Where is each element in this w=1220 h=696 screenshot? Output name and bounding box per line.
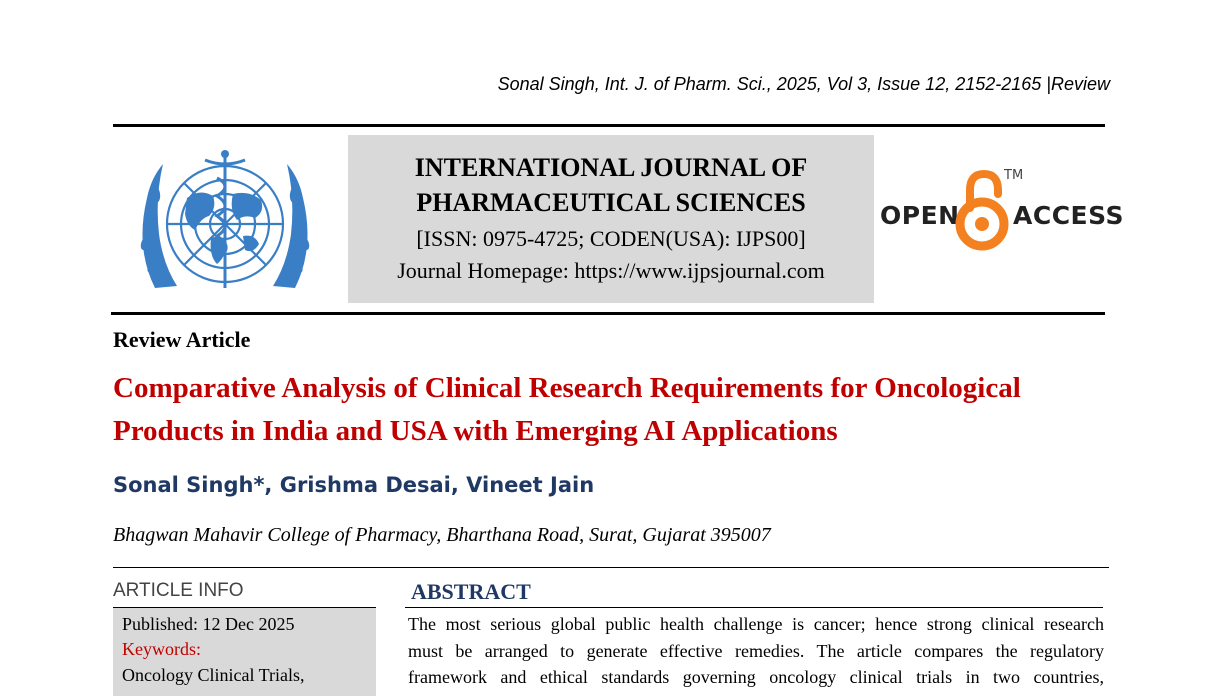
article-authors: Sonal Singh*, Grishma Desai, Vineet Jain xyxy=(113,473,595,497)
article-type: Review Article xyxy=(113,327,251,352)
article-info-heading: ARTICLE INFO xyxy=(113,580,244,601)
abstract-text xyxy=(408,611,1104,691)
open-access-access-text: ACCESS xyxy=(1013,201,1125,230)
author-affiliation: Bhagwan Mahavir College of Pharmacy, Bharthana Road, Surat, Gujarat 395007 xyxy=(113,524,771,546)
open-access-open-text: OPEN xyxy=(880,201,960,230)
keywords-label: Keywords: xyxy=(122,639,201,659)
open-access-trademark: TM xyxy=(1004,168,1024,183)
journal-title-line1: INTERNATIONAL JOURNAL OF xyxy=(414,153,808,182)
header-rule-top xyxy=(113,124,1105,127)
open-access-logo xyxy=(880,168,1125,252)
running-header-citation: Sonal Singh, Int. J. of Pharm. Sci., 2025, Vol 3, Issue 12, 2152-2165 |Review xyxy=(497,74,1110,94)
journal-title-line2: PHARMACEUTICAL SCIENCES xyxy=(416,188,806,217)
abstract-line: must be arranged to generate effective remedies. The article compares the regulatory xyxy=(408,640,1104,661)
published-date: Published: 12 Dec 2025 xyxy=(122,614,295,634)
journal-title-box xyxy=(348,135,874,303)
keyword-item: Oncology Clinical Trials, xyxy=(122,665,305,685)
abstract-line: framework and ethical standards governing oncology clinical trials in two countries, xyxy=(408,667,1104,687)
journal-homepage: Journal Homepage: https://www.ijpsjournal.com xyxy=(397,258,825,283)
section-divider xyxy=(113,567,1109,568)
article-title: Comparative Analysis of Clinical Research Requirements for Oncological Products in India and USA with Emerging AI Applications xyxy=(113,372,1021,447)
abstract-heading: ABSTRACT xyxy=(411,579,531,604)
abstract-rule xyxy=(405,607,1103,608)
journal-issn: [ISSN: 0975-4725; CODEN(USA): IJPS00] xyxy=(416,226,806,251)
abstract-line: The most serious global public health challenge is cancer; hence strong clinical research xyxy=(408,614,1104,634)
globe-caduceus-emblem-icon xyxy=(125,138,325,306)
header-rule-bottom xyxy=(111,312,1105,315)
article-info-box xyxy=(113,607,376,696)
